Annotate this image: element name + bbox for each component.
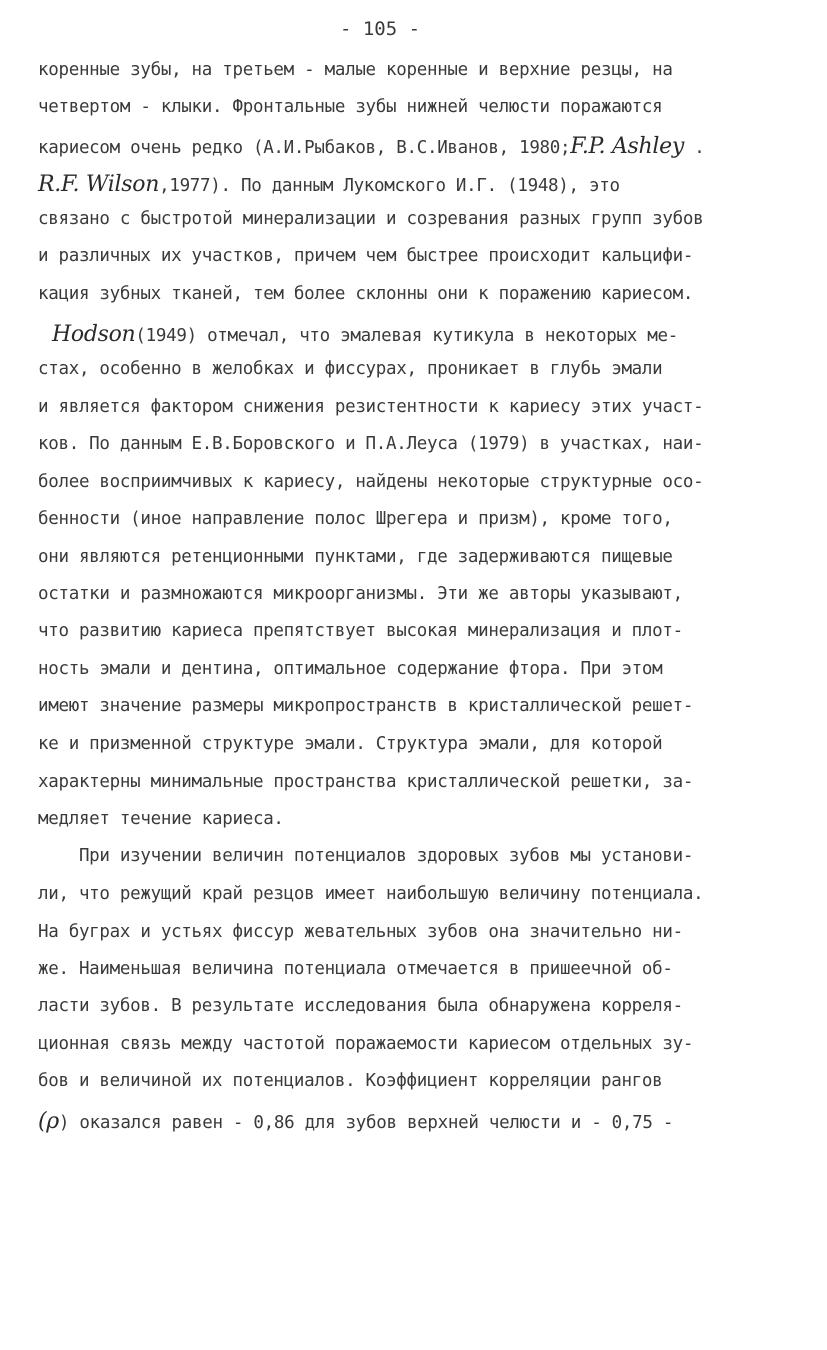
text-line: и является фактором снижения резистентности к кариесу этих участ- [38,397,704,417]
text-line: бов и величиной их потенциалов. Коэффициент корреляции рангов [38,1071,663,1091]
text-line [38,1109,673,1134]
text-line: и различных их участков, причем чем быстрее происходит кальцифи- [38,246,694,266]
text-line: ционная связь между частотой поражаемости кариесом отдельных зу- [38,1034,694,1054]
text-line [38,172,620,197]
text-line [52,322,678,347]
text-line [38,134,704,159]
text-line: остатки и размножаются микроорганизмы. Эти же авторы указывают, [38,584,683,604]
text-line: бенности (иное направление полос Шрегера и призм), кроме того, [38,509,673,529]
handwritten-wilson: R.F. Wilson [38,172,160,197]
handwritten-rho: (ρ [38,1109,59,1134]
text-line: что развитию кариеса препятствует высокая минерализация и плот- [38,621,683,641]
text-line: кация зубных тканей, тем более склонны они к поражению кариесом. [38,284,694,304]
text-segment: ) оказался равен - 0,86 для зубов верхней челюсти и - 0,75 - [58,1113,674,1133]
text-segment: (1949) отмечал, что эмалевая кутикула в некоторых ме- [135,326,678,346]
text-segment: . [683,138,705,158]
text-line: медляет течение кариеса. [38,809,284,829]
text-line: характерны минимальные пространства кристаллической решетки, за- [38,772,694,792]
text-line: связано с быстротой минерализации и созревания разных групп зубов [38,209,704,229]
text-line: ли, что режущий край резцов имеет наибольшую величину потенциала. [38,884,704,904]
handwritten-hodson: Hodson [52,322,136,347]
text-line: же. Наименьшая величина потенциала отмечается в пришеечной об- [38,959,673,979]
text-line: имеют значение размеры микропространств в кристаллической решет- [38,696,694,716]
text-line: При изучении величин потенциалов здоровых зубов мы установи- [38,846,694,866]
text-line: ке и призменной структуре эмали. Структура эмали, для которой [38,734,663,754]
text-line: они являются ретенционными пунктами, где задерживаются пищевые [38,547,673,567]
handwritten-ashley: F.P. Ashley [570,134,684,159]
text-line: ков. По данным Е.В.Боровского и П.А.Леуса (1979) в участках, наи- [38,434,704,454]
text-line: ласти зубов. В результате исследования была обнаружена корреля- [38,996,683,1016]
text-segment: ,1977). По данным Лукомского И.Г. (1948), это [159,176,620,196]
page-number: - 105 - [339,18,421,40]
text-line: более восприимчивых к кариесу, найдены некоторые структурные осо- [38,472,704,492]
text-line: четвертом - клыки. Фронтальные зубы нижней челюсти поражаются [38,97,663,117]
text-line: На буграх и устьях фиссур жевательных зубов она значительно ни- [38,922,683,942]
text-line: коренные зубы, на третьем - малые коренные и верхние резцы, на [38,60,673,80]
text-line: стах, особенно в желобках и фиссурах, проникает в глубь эмали [38,359,663,379]
text-line: ность эмали и дентина, оптимальное содержание фтора. При этом [38,659,663,679]
text-segment: кариесом очень редко (А.И.Рыбаков, В.С.Иванов, 1980; [38,138,571,158]
